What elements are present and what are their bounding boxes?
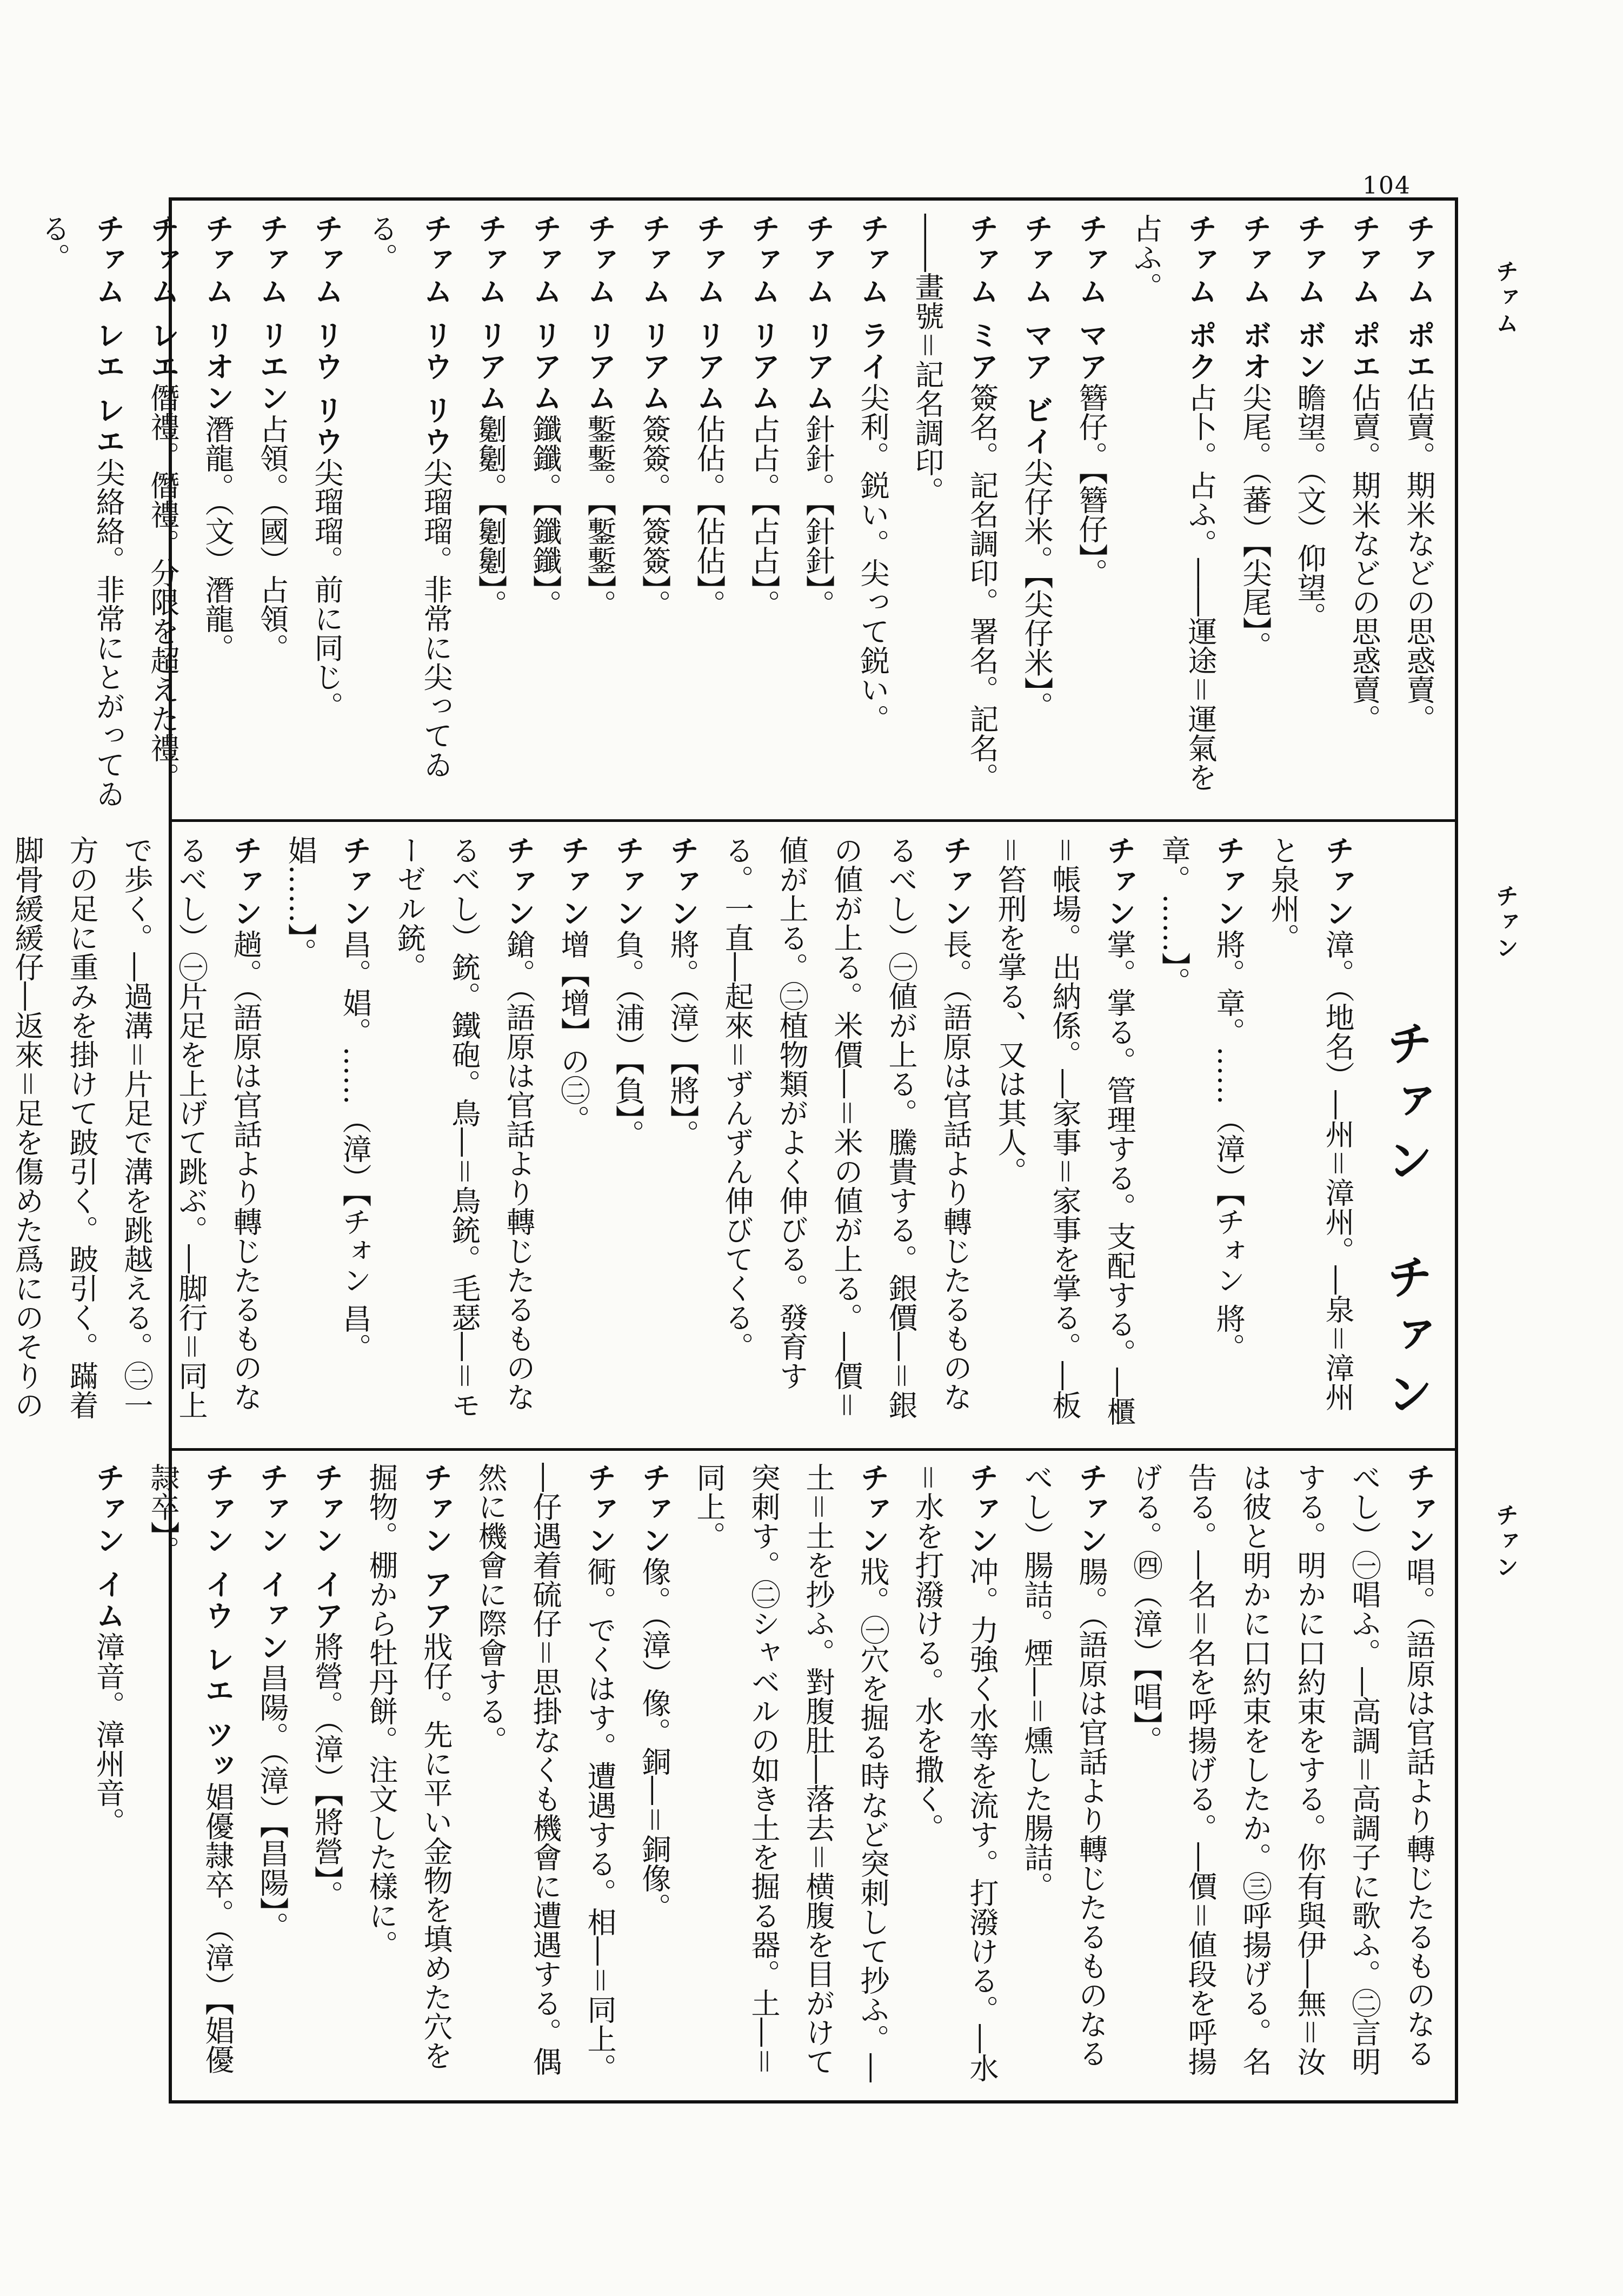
dictionary-entry bbox=[1392, 214, 1446, 808]
dictionary-entry bbox=[791, 214, 846, 808]
dictionary-entry bbox=[463, 214, 518, 808]
dictionary-entry bbox=[682, 1463, 900, 2090]
dictionary-entry bbox=[900, 214, 1009, 808]
dictionary-entry bbox=[245, 1463, 300, 2090]
dictionary-section-1 bbox=[37, 214, 1446, 808]
entry-headword: チァン bbox=[666, 835, 700, 930]
entry-definition: 佔佔。【佔佔】。 bbox=[692, 414, 726, 619]
entry-headword: チァム リウ リウ bbox=[419, 214, 453, 458]
entry-headword: チァム レエ bbox=[146, 214, 180, 383]
entry-headword: チァン bbox=[1321, 835, 1355, 930]
entry-definition: 占占。【占占】。 bbox=[747, 414, 781, 619]
entry-headword: チァン bbox=[637, 1463, 671, 1557]
entry-headword: チァム リウ リウ bbox=[310, 214, 344, 458]
dictionary-entry bbox=[0, 835, 273, 1438]
entry-definition: 簽名。記名調印。署名。記名。――畫號＝記名調印。 bbox=[910, 214, 999, 792]
entry-definition: 趟。（語原は官話より轉じたるものなるべし）㊀片足を上げて跳ぶ。―脚行＝同上で歩く。―過溝＝片足で溝を跳越える。㊁一方の足に重みを掛けて跛引く。跛引く。蹣着脚骨緩緩仔―返來＝足を傷めた爲にのそりの bbox=[10, 835, 263, 1419]
entry-headword: チァム ボン bbox=[1293, 214, 1327, 383]
dictionary-entry bbox=[354, 1463, 463, 2090]
entry-definition: 占領。（國）占領。 bbox=[255, 414, 289, 662]
dictionary-section-3 bbox=[91, 1463, 1446, 2090]
dictionary-entry bbox=[1009, 214, 1064, 808]
running-head-bottom: チァン bbox=[1493, 1503, 1519, 1581]
dictionary-entry bbox=[26, 214, 136, 808]
entry-definition: 尖利。鋭い。尖って鋭い。 bbox=[856, 382, 890, 733]
entry-headword: チァム ボオ bbox=[1238, 214, 1272, 383]
dictionary-entry bbox=[518, 214, 573, 808]
entry-definition: 潛龍。（文）潛龍。 bbox=[201, 414, 235, 662]
dictionary-entry bbox=[627, 1463, 682, 2090]
page-number: 104 bbox=[1362, 172, 1411, 200]
entry-headword: チァン bbox=[856, 1463, 890, 1557]
dictionary-entry bbox=[1064, 214, 1119, 808]
entry-headword: チァン bbox=[1074, 1463, 1108, 1557]
entry-headword: チァム リアム bbox=[583, 214, 617, 414]
entry-definition: 鑯鑯。【鑯鑯】。 bbox=[528, 414, 562, 619]
entry-headword: チァム リアム bbox=[747, 214, 781, 414]
entry-definition: 尖尾。（蕃）【尖尾】。 bbox=[1238, 382, 1272, 660]
dictionary-entry bbox=[573, 214, 627, 808]
entry-definition: 負。（浦）【負】。 bbox=[611, 930, 645, 1149]
dictionary-entry bbox=[1119, 214, 1228, 808]
running-head-top: チァム bbox=[1493, 260, 1519, 337]
entry-definition: 佔賣。期米などの思惑賣。 bbox=[1347, 382, 1381, 733]
dictionary-entry bbox=[463, 1463, 627, 2090]
entry-definition: 將營。（漳）【將營】。 bbox=[310, 1631, 344, 1909]
entry-headword: チァム リアム bbox=[474, 214, 508, 414]
entry-definition: 戕仔。先に平い金物を填めた穴を掘物。棚から牡丹餅。注文した樣に。 bbox=[364, 1463, 453, 2070]
dictionary-entry bbox=[655, 835, 710, 1438]
dictionary-entry bbox=[81, 1463, 136, 2090]
entry-headword: チァム ライ bbox=[856, 214, 890, 383]
entry-headword: チァム リエン bbox=[255, 214, 289, 414]
dictionary-entry bbox=[354, 214, 463, 808]
entry-definition: 昌。娼。……（漳）【チォン 昌。娼……】。 bbox=[283, 835, 372, 1363]
entry-definition: 簽簽。【簽簽】。 bbox=[637, 414, 671, 619]
entry-headword: チァン bbox=[583, 1463, 617, 1557]
entry-definition: 鎗。（語原は官話より轉じたるものなるべし）銃。鐵砲。鳥―＝鳥銃。毛瑟―＝モーゼル銃。 bbox=[393, 835, 536, 1419]
entry-definition: 鏨鏨。【鏨鏨】。 bbox=[583, 414, 617, 619]
section-heading: チァン チァン bbox=[1379, 1019, 1433, 1428]
entry-headword: チァン bbox=[611, 835, 645, 930]
entry-definition: 像。（漳）像。銅―＝銅像。 bbox=[637, 1557, 671, 1922]
dictionary-entry bbox=[245, 214, 300, 808]
dictionary-entry bbox=[382, 835, 546, 1438]
entry-headword: チァン bbox=[1102, 835, 1136, 930]
entry-definition: 簪仔。【簪仔】。 bbox=[1074, 382, 1108, 587]
entry-headword: チァン bbox=[502, 835, 536, 930]
dictionary-entry bbox=[736, 214, 791, 808]
dictionary-entry bbox=[136, 214, 190, 808]
entry-definition: 冲。力強く水等を流す。打潑ける。―水＝水を打潑ける。水を撒く。 bbox=[910, 1463, 999, 2082]
dictionary-entry bbox=[682, 214, 736, 808]
entry-headword: チァム ポエ bbox=[1347, 214, 1381, 383]
entry-definition: 漳音。漳州音。 bbox=[91, 1631, 125, 1836]
dictionary-entry bbox=[190, 214, 245, 808]
entry-definition: 尖瑠瑠。非常に尖ってゐる。 bbox=[364, 214, 453, 779]
entry-headword: チァン イム bbox=[91, 1463, 125, 1632]
dictionary-section-2 bbox=[10, 835, 1446, 1438]
dictionary-entry bbox=[136, 1463, 245, 2090]
entry-headword: チァム リアム bbox=[692, 214, 726, 414]
dictionary-entry bbox=[300, 1463, 354, 2090]
entry-headword: チァン bbox=[556, 835, 590, 930]
entry-headword: チァム マア ビイ bbox=[1020, 214, 1054, 458]
entry-headword: チァム リオン bbox=[201, 214, 235, 414]
entry-headword: チァム リアム bbox=[528, 214, 562, 414]
dictionary-entry bbox=[273, 835, 382, 1438]
entry-definition: 唱。（語原は官話より轉じたるものなるべし）㊀唱ふ。―高調＝高調子に歌ふ。㊁言明する。明かに口約束をする。你有與伊―無＝汝は彼と明かに口約束をしたか。㊂呼揚げる。名告る。―名＝名を呼揚げる。―價＝値段を呼揚げる。㊃（漳）【唱】。 bbox=[1129, 1463, 1436, 2076]
dictionary-entry bbox=[900, 1463, 1009, 2090]
dictionary-entry bbox=[1228, 214, 1282, 808]
entry-definition: 長。（語原は官話より轉じたるものなるべし）㊀値が上る。騰貴する。銀價―＝銀の値が上る。米價―＝米の値が上る。―價＝値が上る。㊁植物類がよく伸びる。發育する。一直―起來＝ずんずん伸びてくる。 bbox=[720, 835, 973, 1419]
entry-definition: 昌陽。（漳）【昌陽】。 bbox=[255, 1663, 289, 1941]
entry-definition: 娼優隷卒。（漳）【娼優隷卒】。 bbox=[146, 1463, 235, 2074]
entry-definition: 瞻望。（文）仰望。 bbox=[1293, 382, 1327, 631]
entry-definition: 尖絡絡。非常にとがってゐる。 bbox=[37, 214, 125, 808]
section-divider-2 bbox=[169, 1448, 1458, 1451]
dictionary-entry bbox=[627, 214, 682, 808]
entry-headword: チァム リアム bbox=[637, 214, 671, 414]
entry-definition: 戕。㊀穴を掘る時など突刺して抄ふ。―土＝土を抄ふ。對腹肚―落去＝横腹を目がけて突刺す。㊁シャベルの如き土を掘る器。土―＝同上。 bbox=[692, 1463, 890, 2082]
entry-definition: 增【增】の㊁。 bbox=[556, 930, 590, 1134]
entry-headword: チァム マア bbox=[1074, 214, 1108, 383]
entry-definition: 尖仔米。【尖仔米】。 bbox=[1020, 457, 1054, 721]
dictionary-entry bbox=[1009, 1463, 1119, 2090]
running-head-middle: チァン bbox=[1493, 884, 1519, 962]
entry-definition: 尖瑠瑠。前に同じ。 bbox=[310, 457, 344, 721]
entry-headword: チァン アア bbox=[419, 1463, 453, 1632]
entry-headword: チァン bbox=[1212, 835, 1246, 930]
entry-definition: 衕。でくはす。遭遇する。相―＝同上。―仔遇着硫仔＝思掛なくも機會に遭遇する。偶然に機會に際會する。 bbox=[474, 1463, 617, 2082]
section-divider-1 bbox=[169, 819, 1458, 822]
entry-definition: 針針。【針針】。 bbox=[801, 414, 835, 619]
dictionary-entry bbox=[546, 835, 601, 1438]
entry-headword: チァム ポク bbox=[1183, 214, 1218, 383]
entry-definition: 佔賣。期米などの思惑賣。 bbox=[1402, 382, 1436, 733]
dictionary-entry bbox=[1282, 214, 1337, 808]
entry-definition: 僭禮。僭禮。分限を超えた禮。 bbox=[146, 382, 180, 792]
entry-definition: 將。（漳）【將】。 bbox=[666, 930, 700, 1149]
entry-definition: 劖劖。【劖劖】。 bbox=[474, 414, 508, 619]
dictionary-entry bbox=[846, 214, 900, 808]
dictionary-entry bbox=[1337, 214, 1392, 808]
entry-headword: チァン イア bbox=[310, 1463, 344, 1632]
dictionary-entry bbox=[710, 835, 983, 1438]
dictionary-entry bbox=[1147, 835, 1256, 1438]
dictionary-entry bbox=[1119, 1463, 1446, 2090]
entry-headword: チァン イァン bbox=[255, 1463, 289, 1663]
dictionary-entry bbox=[1256, 835, 1365, 1438]
entry-headword: チァン bbox=[1402, 1463, 1436, 1557]
entry-definition: 掌。掌る。管理する。支配する。―櫃＝帳場。出納係。―家事＝家事を掌る。―板＝笞刑を掌る、又は其人。 bbox=[993, 835, 1136, 1426]
entry-headword: チァン bbox=[939, 835, 973, 930]
entry-definition: 腸。（語原は官話より轉じたるものなるべし）腸詰。煙―＝燻した腸詰。 bbox=[1020, 1463, 1108, 2068]
entry-definition: 占卜。占ふ。――運途＝運氣を占ふ。 bbox=[1129, 214, 1218, 792]
entry-headword: チァム ポエ bbox=[1402, 214, 1436, 383]
entry-definition: 將。章。……（漳）【チォン 將。章。……】。 bbox=[1157, 835, 1246, 1363]
dictionary-entry bbox=[983, 835, 1147, 1438]
entry-definition: 漳。（地名）―州＝漳州。―泉＝漳州と泉州。 bbox=[1266, 835, 1355, 1411]
entry-headword: チァン イウ レエ ツッ bbox=[201, 1463, 235, 1782]
entry-headword: チァム レエ レエ bbox=[91, 214, 125, 458]
entry-headword: チァム リアム bbox=[801, 214, 835, 414]
dictionary-entry bbox=[300, 214, 354, 808]
dictionary-entry bbox=[601, 835, 655, 1438]
entry-headword: チァン bbox=[338, 835, 372, 930]
entry-headword: チァン bbox=[965, 1463, 999, 1557]
entry-headword: チァム ミア bbox=[965, 214, 999, 383]
entry-headword: チァン bbox=[229, 835, 263, 930]
